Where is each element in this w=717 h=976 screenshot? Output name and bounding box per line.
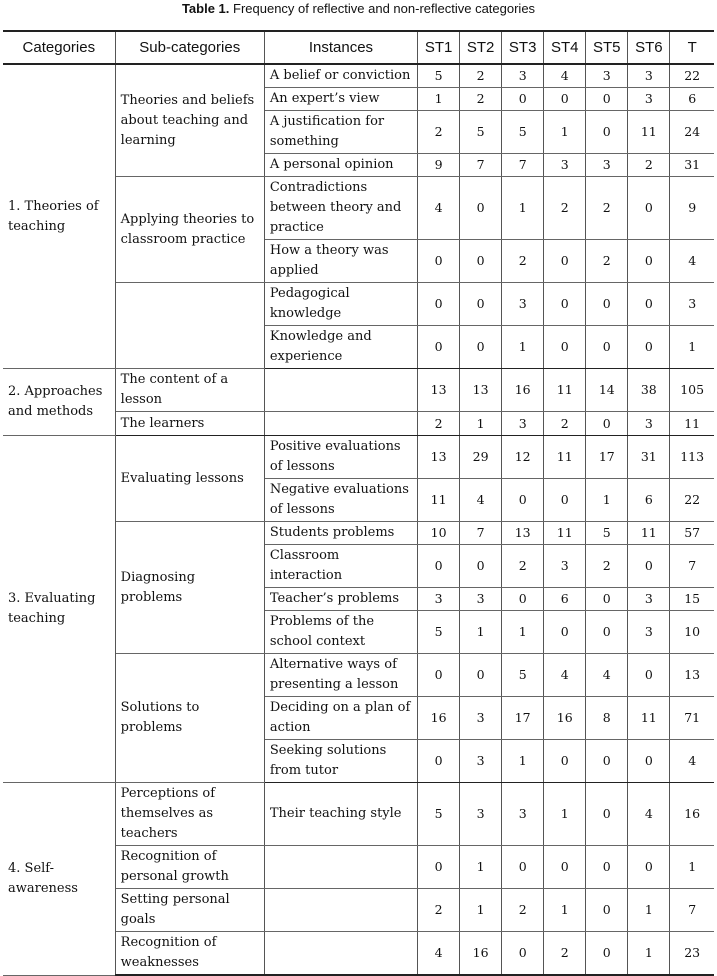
value-cell: 0 xyxy=(502,846,544,889)
value-cell: 5 xyxy=(418,611,460,654)
value-cell: 0 xyxy=(628,240,670,283)
instance-cell: Students problems xyxy=(264,522,417,545)
value-cell: 0 xyxy=(418,846,460,889)
value-cell: 0 xyxy=(586,326,628,369)
value-cell: 16 xyxy=(544,697,586,740)
value-cell: 2 xyxy=(586,177,628,240)
instance-cell xyxy=(264,846,417,889)
total-cell: 6 xyxy=(670,88,714,111)
total-cell: 10 xyxy=(670,611,714,654)
value-cell: 12 xyxy=(502,436,544,479)
total-cell: 4 xyxy=(670,740,714,783)
value-cell: 0 xyxy=(628,740,670,783)
header-st4: ST4 xyxy=(544,31,586,64)
table-caption xyxy=(0,0,717,20)
instance-cell: How a theory was applied xyxy=(264,240,417,283)
subcategory-cell xyxy=(115,283,264,369)
value-cell: 5 xyxy=(502,654,544,697)
instance-cell: Problems of the school context xyxy=(264,611,417,654)
value-cell: 0 xyxy=(460,283,502,326)
value-cell: 3 xyxy=(418,588,460,611)
value-cell: 0 xyxy=(544,326,586,369)
value-cell: 0 xyxy=(586,412,628,436)
table-row xyxy=(3,436,714,479)
total-cell: 11 xyxy=(670,412,714,436)
table-row xyxy=(3,369,714,412)
value-cell: 0 xyxy=(586,588,628,611)
total-cell: 3 xyxy=(670,283,714,326)
value-cell: 5 xyxy=(460,111,502,154)
total-cell: 7 xyxy=(670,889,714,932)
value-cell: 0 xyxy=(586,611,628,654)
value-cell: 0 xyxy=(418,545,460,588)
instance-cell: A personal opinion xyxy=(264,154,417,177)
instance-cell: Knowledge and experience xyxy=(264,326,417,369)
total-cell: 24 xyxy=(670,111,714,154)
value-cell: 0 xyxy=(586,88,628,111)
subcategory-cell: The content of a lesson xyxy=(115,369,264,412)
value-cell: 0 xyxy=(418,740,460,783)
value-cell: 3 xyxy=(460,588,502,611)
value-cell: 17 xyxy=(586,436,628,479)
value-cell: 16 xyxy=(418,697,460,740)
header-st3: ST3 xyxy=(502,31,544,64)
header-st5: ST5 xyxy=(586,31,628,64)
value-cell: 1 xyxy=(460,412,502,436)
value-cell: 29 xyxy=(460,436,502,479)
value-cell: 16 xyxy=(502,369,544,412)
value-cell: 3 xyxy=(628,611,670,654)
value-cell: 0 xyxy=(586,889,628,932)
instance-cell: A justification for something xyxy=(264,111,417,154)
value-cell: 13 xyxy=(418,369,460,412)
instance-cell: Alternative ways of presenting a lesson xyxy=(264,654,417,697)
value-cell: 11 xyxy=(544,522,586,545)
value-cell: 3 xyxy=(460,697,502,740)
value-cell: 31 xyxy=(628,436,670,479)
value-cell: 2 xyxy=(586,240,628,283)
value-cell: 7 xyxy=(502,154,544,177)
subcategory-cell: The learners xyxy=(115,412,264,436)
value-cell: 0 xyxy=(628,654,670,697)
value-cell: 1 xyxy=(502,740,544,783)
value-cell: 13 xyxy=(460,369,502,412)
instance-cell: A belief or conviction xyxy=(264,64,417,88)
value-cell: 8 xyxy=(586,697,628,740)
value-cell: 2 xyxy=(460,88,502,111)
value-cell: 0 xyxy=(460,177,502,240)
frequency-table xyxy=(3,30,714,976)
value-cell: 11 xyxy=(544,436,586,479)
value-cell: 0 xyxy=(418,326,460,369)
header-st1: ST1 xyxy=(418,31,460,64)
instance-cell: Teacher’s problems xyxy=(264,588,417,611)
instance-cell: Their teaching style xyxy=(264,783,417,846)
value-cell: 1 xyxy=(586,479,628,522)
category-cell: 1. Theories of teaching xyxy=(3,64,115,369)
instance-cell: Pedagogical knowledge xyxy=(264,283,417,326)
category-cell: 2. Approaches and methods xyxy=(3,369,115,436)
subcategory-cell: Setting personal goals xyxy=(115,889,264,932)
value-cell: 38 xyxy=(628,369,670,412)
value-cell: 1 xyxy=(502,326,544,369)
instance-cell xyxy=(264,412,417,436)
value-cell: 2 xyxy=(586,545,628,588)
value-cell: 0 xyxy=(628,326,670,369)
value-cell: 11 xyxy=(628,697,670,740)
value-cell: 11 xyxy=(628,522,670,545)
value-cell: 3 xyxy=(586,64,628,88)
value-cell: 17 xyxy=(502,697,544,740)
value-cell: 0 xyxy=(628,545,670,588)
value-cell: 1 xyxy=(544,889,586,932)
total-cell: 23 xyxy=(670,932,714,976)
value-cell: 6 xyxy=(628,479,670,522)
category-cell: 3. Evaluating teaching xyxy=(3,436,115,783)
value-cell: 2 xyxy=(544,932,586,976)
value-cell: 4 xyxy=(460,479,502,522)
value-cell: 1 xyxy=(628,932,670,976)
value-cell: 1 xyxy=(544,111,586,154)
total-cell: 4 xyxy=(670,240,714,283)
table-caption-text: Frequency of reflective and non-reflective categories xyxy=(229,1,536,16)
table-row xyxy=(3,783,714,846)
value-cell: 11 xyxy=(628,111,670,154)
value-cell: 0 xyxy=(586,283,628,326)
subcategory-cell: Solutions to problems xyxy=(115,654,264,783)
table-row xyxy=(3,64,714,88)
value-cell: 5 xyxy=(502,111,544,154)
value-cell: 2 xyxy=(418,889,460,932)
value-cell: 0 xyxy=(544,479,586,522)
value-cell: 0 xyxy=(544,240,586,283)
value-cell: 11 xyxy=(418,479,460,522)
value-cell: 0 xyxy=(628,177,670,240)
value-cell: 0 xyxy=(502,88,544,111)
value-cell: 0 xyxy=(502,588,544,611)
value-cell: 1 xyxy=(544,783,586,846)
value-cell: 0 xyxy=(544,740,586,783)
value-cell: 7 xyxy=(460,154,502,177)
value-cell: 0 xyxy=(418,283,460,326)
value-cell: 4 xyxy=(418,177,460,240)
instance-cell: Deciding on a plan of action xyxy=(264,697,417,740)
table-caption-label: Table 1. xyxy=(181,1,230,16)
subcategory-cell: Recognition of personal growth xyxy=(115,846,264,889)
value-cell: 2 xyxy=(418,111,460,154)
header-row xyxy=(3,31,714,64)
header-instances: Instances xyxy=(264,31,417,64)
value-cell: 0 xyxy=(418,654,460,697)
value-cell: 0 xyxy=(544,88,586,111)
value-cell: 2 xyxy=(544,412,586,436)
value-cell: 0 xyxy=(460,654,502,697)
value-cell: 2 xyxy=(628,154,670,177)
category-cell: 4. Self-awareness xyxy=(3,783,115,976)
total-cell: 113 xyxy=(670,436,714,479)
value-cell: 1 xyxy=(502,177,544,240)
subcategory-cell: Perceptions of themselves as teachers xyxy=(115,783,264,846)
value-cell: 10 xyxy=(418,522,460,545)
value-cell: 2 xyxy=(460,64,502,88)
value-cell: 4 xyxy=(544,654,586,697)
header-st6: ST6 xyxy=(628,31,670,64)
instance-cell xyxy=(264,932,417,976)
value-cell: 1 xyxy=(628,889,670,932)
instance-cell: An expert’s view xyxy=(264,88,417,111)
total-cell: 13 xyxy=(670,654,714,697)
value-cell: 0 xyxy=(460,545,502,588)
value-cell: 5 xyxy=(586,522,628,545)
value-cell: 4 xyxy=(628,783,670,846)
value-cell: 14 xyxy=(586,369,628,412)
subcategory-cell: Recognition of weaknesses xyxy=(115,932,264,976)
value-cell: 13 xyxy=(418,436,460,479)
total-cell: 7 xyxy=(670,545,714,588)
value-cell: 0 xyxy=(418,240,460,283)
value-cell: 0 xyxy=(586,932,628,976)
value-cell: 0 xyxy=(628,283,670,326)
value-cell: 5 xyxy=(418,64,460,88)
value-cell: 3 xyxy=(502,64,544,88)
instance-cell: Contradictions between theory and practice xyxy=(264,177,417,240)
value-cell: 0 xyxy=(460,240,502,283)
value-cell: 4 xyxy=(418,932,460,976)
total-cell: 105 xyxy=(670,369,714,412)
value-cell: 13 xyxy=(502,522,544,545)
value-cell: 2 xyxy=(418,412,460,436)
header-st2: ST2 xyxy=(460,31,502,64)
value-cell: 0 xyxy=(586,783,628,846)
total-cell: 16 xyxy=(670,783,714,846)
header-total: T xyxy=(670,31,714,64)
value-cell: 3 xyxy=(544,154,586,177)
total-cell: 22 xyxy=(670,64,714,88)
value-cell: 2 xyxy=(502,240,544,283)
subcategory-cell: Diagnosing problems xyxy=(115,522,264,654)
value-cell: 11 xyxy=(544,369,586,412)
instance-cell: Positive evaluations of lessons xyxy=(264,436,417,479)
instance-cell xyxy=(264,369,417,412)
value-cell: 1 xyxy=(418,88,460,111)
total-cell: 71 xyxy=(670,697,714,740)
total-cell: 15 xyxy=(670,588,714,611)
total-cell: 57 xyxy=(670,522,714,545)
value-cell: 3 xyxy=(460,740,502,783)
value-cell: 2 xyxy=(544,177,586,240)
value-cell: 3 xyxy=(502,283,544,326)
value-cell: 3 xyxy=(502,412,544,436)
total-cell: 31 xyxy=(670,154,714,177)
value-cell: 9 xyxy=(418,154,460,177)
value-cell: 1 xyxy=(460,889,502,932)
value-cell: 4 xyxy=(544,64,586,88)
value-cell: 3 xyxy=(544,545,586,588)
header-sub-categories: Sub-categories xyxy=(115,31,264,64)
value-cell: 0 xyxy=(502,479,544,522)
total-cell: 9 xyxy=(670,177,714,240)
total-cell: 22 xyxy=(670,479,714,522)
value-cell: 0 xyxy=(502,932,544,976)
value-cell: 3 xyxy=(628,588,670,611)
value-cell: 3 xyxy=(628,412,670,436)
instance-cell xyxy=(264,889,417,932)
value-cell: 0 xyxy=(586,846,628,889)
value-cell: 2 xyxy=(502,545,544,588)
value-cell: 0 xyxy=(628,846,670,889)
value-cell: 0 xyxy=(586,111,628,154)
value-cell: 3 xyxy=(586,154,628,177)
value-cell: 0 xyxy=(586,740,628,783)
value-cell: 3 xyxy=(628,64,670,88)
value-cell: 5 xyxy=(418,783,460,846)
value-cell: 3 xyxy=(502,783,544,846)
value-cell: 2 xyxy=(502,889,544,932)
instance-cell: Seeking solutions from tutor xyxy=(264,740,417,783)
total-cell: 1 xyxy=(670,326,714,369)
value-cell: 1 xyxy=(502,611,544,654)
value-cell: 0 xyxy=(544,611,586,654)
value-cell: 3 xyxy=(460,783,502,846)
value-cell: 0 xyxy=(460,326,502,369)
value-cell: 0 xyxy=(544,846,586,889)
instance-cell: Classroom interaction xyxy=(264,545,417,588)
value-cell: 1 xyxy=(460,846,502,889)
subcategory-cell: Theories and beliefs about teaching and learning xyxy=(115,64,264,177)
value-cell: 3 xyxy=(628,88,670,111)
value-cell: 0 xyxy=(544,283,586,326)
subcategory-cell: Evaluating lessons xyxy=(115,436,264,522)
value-cell: 1 xyxy=(460,611,502,654)
value-cell: 4 xyxy=(586,654,628,697)
instance-cell: Negative evaluations of lessons xyxy=(264,479,417,522)
value-cell: 6 xyxy=(544,588,586,611)
value-cell: 16 xyxy=(460,932,502,976)
value-cell: 7 xyxy=(460,522,502,545)
subcategory-cell: Applying theories to classroom practice xyxy=(115,177,264,283)
header-categories: Categories xyxy=(3,31,115,64)
total-cell: 1 xyxy=(670,846,714,889)
